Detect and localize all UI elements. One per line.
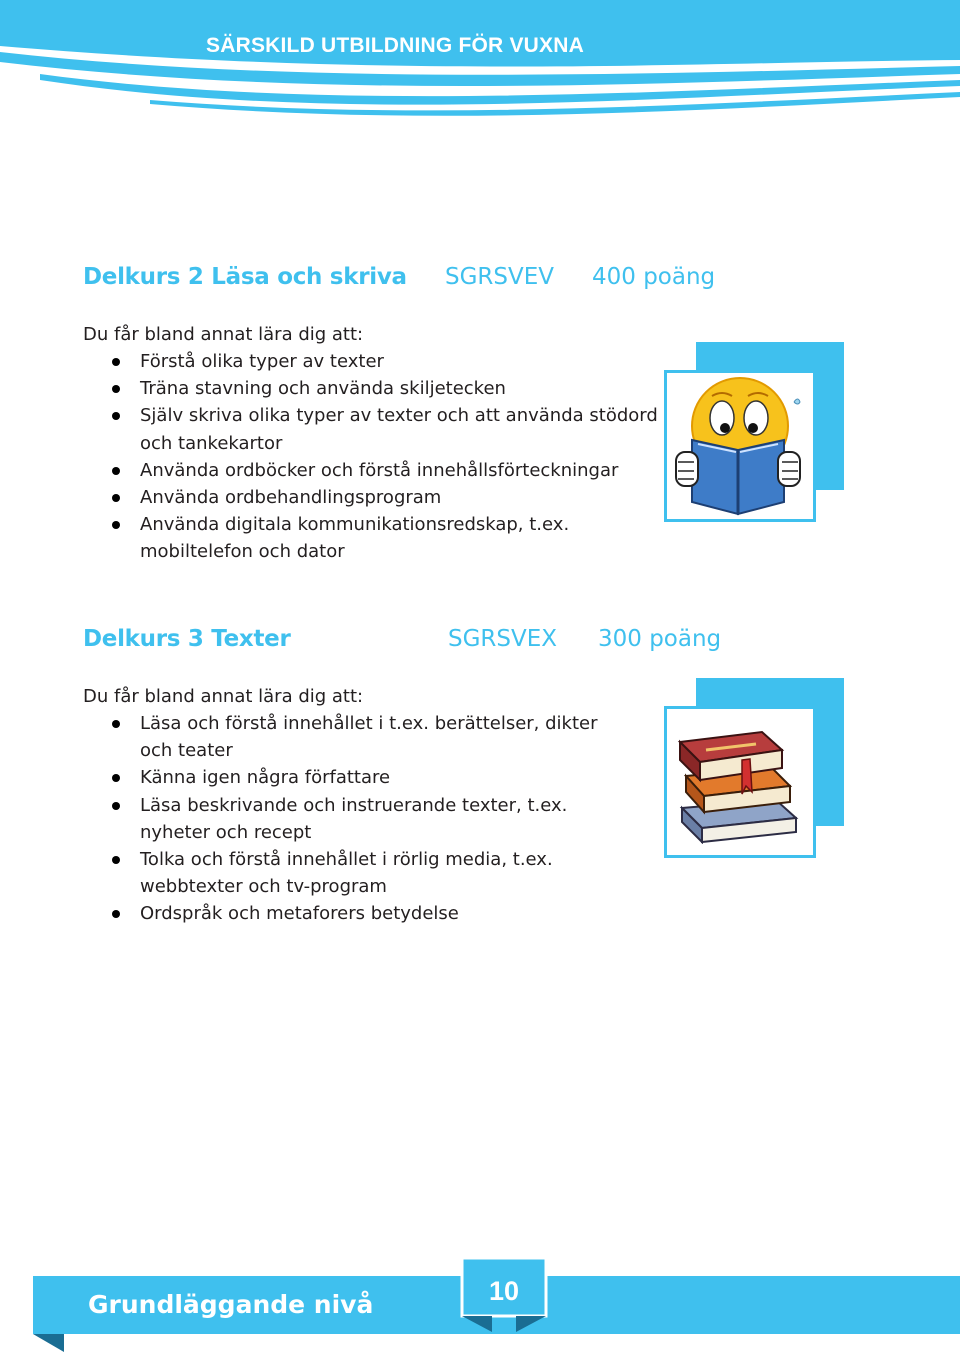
course-code: SGRSVEX	[448, 626, 558, 652]
list-item-text: Tolka och förstå innehållet i rörlig media, t.ex. webbtexter och tv-program	[140, 849, 553, 898]
bullet-icon	[112, 385, 120, 393]
bullet-icon	[112, 910, 120, 918]
bullet-icon	[112, 494, 120, 502]
section-heading	[83, 264, 783, 298]
book-stack-icon	[672, 720, 808, 844]
list-item-text: Använda ordböcker och förstå innehållsförteckningar	[140, 459, 619, 481]
list-item	[108, 484, 668, 511]
bullet-icon	[112, 358, 120, 366]
list-item-text: Själv skriva olika typer av texter och att använda stödord och tankekartor	[140, 405, 658, 454]
list-item-text: Använda digitala kommunikationsredskap, t.ex. mobiltelefon och dator	[140, 514, 570, 563]
course-points: 300 poäng	[598, 626, 722, 652]
page-number: 10	[488, 1276, 520, 1306]
bullet-list	[108, 348, 668, 566]
course-code: SGRSVEV	[445, 264, 555, 290]
list-item	[108, 348, 668, 375]
header-title: SÄRSKILD UTBILDNING FÖR VUXNA	[206, 34, 584, 57]
smiley-reading-book-icon	[672, 372, 808, 520]
list-item-text: Träna stavning och använda skiljetecken	[140, 378, 506, 400]
bullet-list	[108, 710, 668, 928]
header-swoosh	[0, 0, 960, 130]
bullet-icon	[112, 774, 120, 782]
bullet-icon	[112, 521, 120, 529]
list-item-text: Förstå olika typer av texter	[140, 351, 384, 372]
list-item	[108, 764, 668, 791]
section-intro: Du får bland annat lära dig att:	[83, 686, 364, 707]
list-item	[108, 710, 668, 764]
section-title: Delkurs 3 Texter	[83, 626, 291, 652]
section-intro: Du får bland annat lära dig att:	[83, 324, 364, 345]
page-header	[0, 0, 960, 130]
bullet-icon	[112, 467, 120, 475]
illustration-frame	[664, 342, 846, 522]
footer-label: Grundläggande nivå	[88, 1290, 374, 1319]
list-item	[108, 402, 668, 456]
list-item-text: Läsa och förstå innehållet i t.ex. berättelser, dikter och teater	[140, 713, 598, 762]
list-item-text: Känna igen några författare	[140, 767, 391, 789]
list-item	[108, 900, 668, 927]
list-item	[108, 846, 668, 900]
section-heading	[83, 626, 783, 660]
list-item-text: Ordspråk och metaforers betydelse	[140, 903, 459, 925]
bullet-icon	[112, 802, 120, 810]
bullet-icon	[112, 856, 120, 864]
section-title: Delkurs 2 Läsa och skriva	[83, 264, 407, 290]
list-item	[108, 457, 668, 484]
list-item	[108, 375, 668, 402]
bullet-icon	[112, 720, 120, 728]
illustration-frame	[664, 678, 846, 858]
course-points: 400 poäng	[592, 264, 716, 290]
list-item-text: Använda ordbehandlingsprogram	[140, 487, 442, 509]
page-footer	[0, 1240, 960, 1356]
list-item-text: Läsa beskrivande och instruerande texter, t.ex. nyheter och recept	[140, 794, 568, 843]
list-item	[108, 792, 668, 846]
bullet-icon	[112, 412, 120, 420]
list-item	[108, 511, 668, 565]
